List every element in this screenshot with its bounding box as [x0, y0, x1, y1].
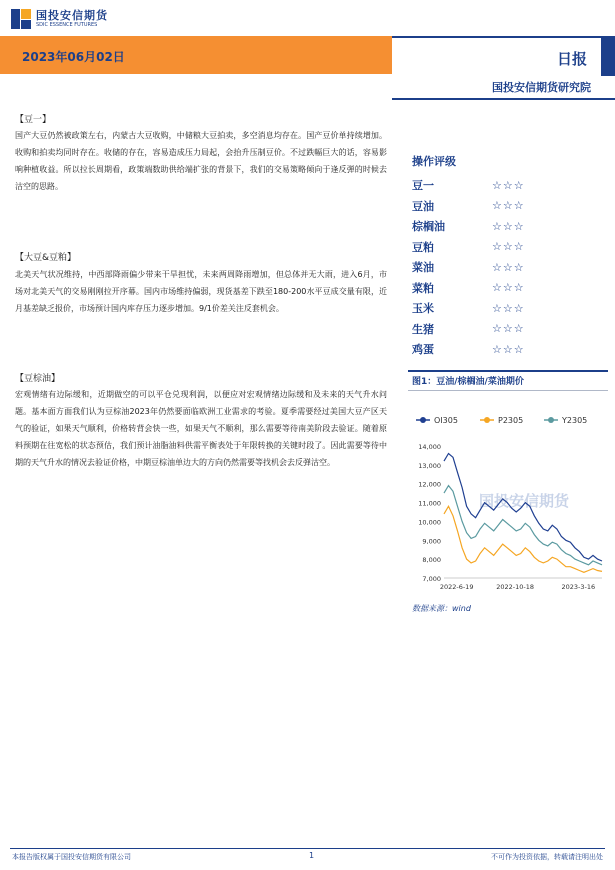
rating-stars: ☆☆☆ — [492, 281, 525, 295]
rating-stars: ☆☆☆ — [492, 342, 525, 356]
rating-stars: ☆☆☆ — [492, 240, 525, 254]
y-tick-label: 8,000 — [422, 556, 441, 565]
x-tick-label: 2022-6-19 — [439, 583, 474, 591]
rating-panel — [412, 153, 592, 360]
y-tick-label: 14,000 — [418, 443, 441, 451]
ribbon-accent — [601, 38, 615, 76]
y-tick-label: 10,000 — [418, 518, 441, 527]
rating-row — [412, 257, 592, 278]
footer-copyright: 本报告版权属于国投安信期货有限公司 — [12, 853, 131, 861]
rating-stars: ☆☆☆ — [492, 260, 525, 274]
section-heading-soybean-meal: 【大豆&豆粕】 — [15, 253, 77, 263]
x-tick-label: 2022-10-18 — [496, 583, 534, 591]
figure-title-rule — [408, 390, 608, 391]
footer-disclaimer: 不可作为投资依据，转载请注明出处 — [491, 853, 603, 861]
legend-label: P2305 — [498, 416, 524, 425]
rating-row — [412, 196, 592, 217]
rating-name: 鸡蛋 — [412, 343, 434, 357]
rating-stars: ☆☆☆ — [492, 322, 525, 336]
figure-title: 图1：豆油/棕榈油/菜油期价 — [412, 377, 524, 387]
legend-label: OI305 — [434, 416, 458, 425]
department-bar — [392, 74, 615, 100]
rating-name: 菜油 — [412, 261, 434, 275]
y-tick-label: 9,000 — [422, 537, 441, 546]
y-tick-label: 7,000 — [422, 575, 441, 583]
page-number: 1 — [309, 851, 315, 860]
section-text-soy-palm-oil: 宏观情绪有边际缓和，近期做空的可以平仓兑现利润，以便应对宏观情绪边际缓和及未来的天气升水问题。基本面方面我们认为豆棕油2023年仍然要面临欧洲工业需求的考验。夏季需要经过美国大豆产区天气的验证，如果天气顺利，价格转背会快一些，如果天气不顺利，那么需要等待南美阶段去验证。随着原料预期在往宽松的状态预估，我们预计油脂油料供需平衡表处于年限转换的关键时段了。因此需要等待中期的天气升水的情况去验证价格，中期豆棕油单边大的方向仍然需要等找机会去反弹沽空。 — [15, 390, 387, 467]
logo-name-cn: 国投安信期货 — [36, 8, 108, 22]
section-text-soybean-one: 国产大豆仍然被政策左右，内蒙古大豆收购，中储粮大豆拍卖，多空消息均存在。国产豆价单持续增加。收购和拍卖均同时存在。收储的存在，容易造成压力局起，会抬升压制豆价。不过跌幅巨大的话，容易影响种植收益。所以拉长周期看，政策端数助供给端扩张的背景下，我们的交易策略倾向于逢反弹的时候去沽空的思路。 — [15, 131, 387, 191]
series-line-p2305 — [444, 506, 602, 572]
rating-name: 豆一 — [412, 179, 434, 193]
rating-row — [412, 339, 592, 360]
logo-icon — [11, 9, 31, 29]
y-tick-label: 12,000 — [418, 480, 441, 489]
footer-rule — [10, 848, 605, 849]
rating-name: 玉米 — [412, 302, 434, 316]
date-banner — [0, 36, 392, 74]
price-line-chart — [406, 406, 610, 596]
company-logo — [11, 9, 108, 29]
rating-name: 生猪 — [412, 322, 434, 336]
section-heading-soy-palm-oil: 【豆棕油】 — [15, 374, 61, 384]
section-text-soybean-meal: 北美天气状况维持，中西部降雨偏少带来干旱担忧，未来两周降雨增加，但总体并无大雨，进入6月，市场对北美天气的交易刚刚拉开序幕。国内市场维持偏弱，现货基差下跌至180-200水平豆成交量有限，近月基差缺乏报价，市场预计国内库存压力逐步增加。9/1价差关注反套机会。 — [15, 270, 387, 313]
legend-label: Y2305 — [562, 416, 588, 425]
legend-marker — [548, 417, 554, 423]
section-heading-soybean-one: 【豆一】 — [15, 115, 52, 125]
legend-marker — [420, 417, 426, 423]
rating-name: 豆粕 — [412, 240, 434, 254]
rating-row — [412, 216, 592, 237]
rating-row — [412, 237, 592, 258]
rating-row — [412, 175, 592, 196]
y-tick-label: 13,000 — [418, 461, 441, 470]
rating-row — [412, 319, 592, 340]
rating-stars: ☆☆☆ — [492, 219, 525, 233]
department-name: 国投安信期货研究院 — [492, 81, 591, 94]
rating-stars: ☆☆☆ — [492, 301, 525, 315]
figure-top-rule — [408, 370, 608, 372]
x-tick-label: 2023-3-16 — [561, 583, 596, 591]
rating-row — [412, 298, 592, 319]
legend-marker — [484, 417, 490, 423]
rating-title: 操作评级 — [412, 155, 456, 168]
figure-source: 数据来源：wind — [412, 604, 471, 613]
logo-name-en: SDIC ESSENCE FUTURES — [36, 21, 98, 28]
rating-name: 菜粕 — [412, 281, 434, 295]
report-type: 日报 — [556, 50, 587, 68]
rating-stars: ☆☆☆ — [492, 199, 525, 213]
rating-name: 豆油 — [412, 199, 434, 213]
chart-watermark: 国投安信期货 — [478, 492, 570, 510]
rating-row — [412, 278, 592, 299]
report-type-ribbon — [392, 36, 615, 74]
report-date: 2023年06月02日 — [22, 50, 125, 64]
rating-name: 棕榈油 — [412, 220, 445, 234]
y-tick-label: 11,000 — [418, 499, 441, 508]
rating-stars: ☆☆☆ — [492, 178, 525, 192]
